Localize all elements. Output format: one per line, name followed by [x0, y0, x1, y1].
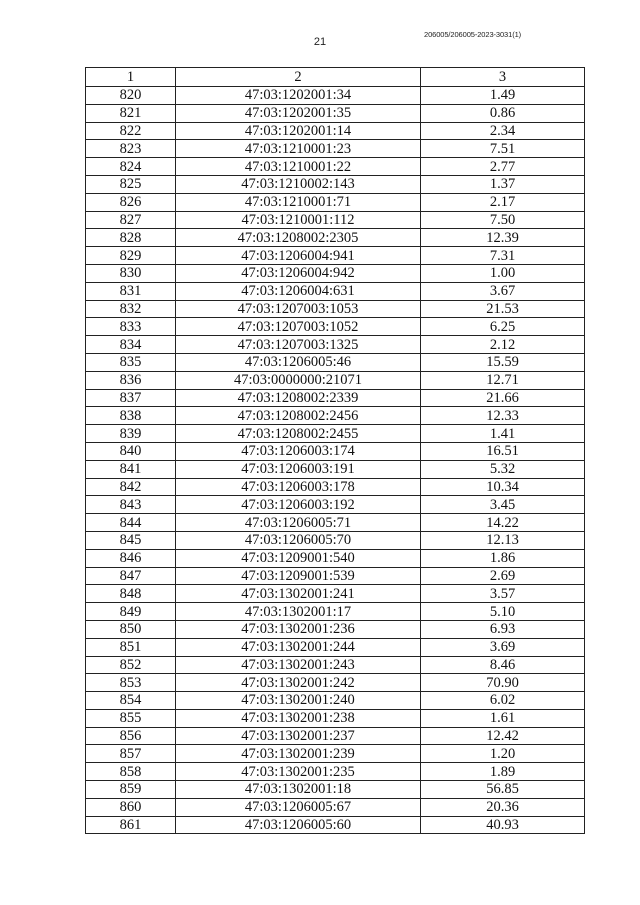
cadastral-number-cell: 47:03:1302001:18: [176, 781, 421, 799]
row-number-cell: 853: [86, 674, 176, 692]
area-value-cell: 40.93: [421, 816, 585, 834]
row-number-cell: 841: [86, 460, 176, 478]
row-number-cell: 840: [86, 442, 176, 460]
cadastral-number-cell: 47:03:1206005:60: [176, 816, 421, 834]
row-number-cell: 852: [86, 656, 176, 674]
row-number-cell: 832: [86, 300, 176, 318]
cadastral-number-cell: 47:03:1208002:2305: [176, 229, 421, 247]
cadastral-number-cell: 47:03:1210001:71: [176, 193, 421, 211]
area-value-cell: 16.51: [421, 442, 585, 460]
area-value-cell: 7.51: [421, 140, 585, 158]
area-value-cell: 2.77: [421, 158, 585, 176]
area-value-cell: 1.37: [421, 175, 585, 193]
row-number-cell: 830: [86, 264, 176, 282]
cadastral-number-cell: 47:03:1302001:242: [176, 674, 421, 692]
row-number-cell: 844: [86, 514, 176, 532]
table-row: [86, 656, 585, 674]
table-row: [86, 371, 585, 389]
row-number-cell: 839: [86, 425, 176, 443]
cadastral-number-cell: 47:03:1206005:46: [176, 353, 421, 371]
table-row: [86, 175, 585, 193]
area-value-cell: 6.02: [421, 692, 585, 710]
row-number-cell: 843: [86, 496, 176, 514]
cadastral-number-cell: 47:03:1202001:14: [176, 122, 421, 140]
row-number-cell: 836: [86, 371, 176, 389]
table-row: [86, 638, 585, 656]
area-value-cell: 8.46: [421, 656, 585, 674]
column-header-2: 2: [176, 68, 421, 87]
row-number-cell: 821: [86, 104, 176, 122]
table-row: [86, 674, 585, 692]
row-number-cell: 822: [86, 122, 176, 140]
table-row: [86, 585, 585, 603]
row-number-cell: 828: [86, 229, 176, 247]
table-row: [86, 425, 585, 443]
table-row: [86, 709, 585, 727]
row-number-cell: 833: [86, 318, 176, 336]
table-row: [86, 336, 585, 354]
area-value-cell: 1.49: [421, 87, 585, 105]
cadastral-number-cell: 47:03:1206003:191: [176, 460, 421, 478]
row-number-cell: 854: [86, 692, 176, 710]
table-row: [86, 353, 585, 371]
cadastral-number-cell: 47:03:1302001:238: [176, 709, 421, 727]
row-number-cell: 838: [86, 407, 176, 425]
cadastral-number-cell: 47:03:1206004:942: [176, 264, 421, 282]
table-row: [86, 264, 585, 282]
row-number-cell: 846: [86, 549, 176, 567]
table-row: [86, 389, 585, 407]
table-row: [86, 87, 585, 105]
cadastral-number-cell: 47:03:1208002:2339: [176, 389, 421, 407]
area-value-cell: 1.41: [421, 425, 585, 443]
table-row: [86, 158, 585, 176]
table-row: [86, 282, 585, 300]
row-number-cell: 861: [86, 816, 176, 834]
header-row: [86, 68, 585, 87]
table-row: [86, 442, 585, 460]
area-value-cell: 3.57: [421, 585, 585, 603]
cadastral-number-cell: 47:03:1302001:237: [176, 727, 421, 745]
area-value-cell: 14.22: [421, 514, 585, 532]
row-number-cell: 827: [86, 211, 176, 229]
area-value-cell: 12.71: [421, 371, 585, 389]
row-number-cell: 851: [86, 638, 176, 656]
cadastral-number-cell: 47:03:1206003:192: [176, 496, 421, 514]
row-number-cell: 842: [86, 478, 176, 496]
row-number-cell: 848: [86, 585, 176, 603]
table-row: [86, 798, 585, 816]
area-value-cell: 12.39: [421, 229, 585, 247]
row-number-cell: 845: [86, 531, 176, 549]
row-number-cell: 858: [86, 763, 176, 781]
cadastral-number-cell: 47:03:1207003:1052: [176, 318, 421, 336]
table-row: [86, 478, 585, 496]
row-number-cell: 850: [86, 620, 176, 638]
table-row: [86, 692, 585, 710]
cadastral-number-cell: 47:03:1202001:34: [176, 87, 421, 105]
cadastral-number-cell: 47:03:1302001:243: [176, 656, 421, 674]
cadastral-number-cell: 47:03:1207003:1053: [176, 300, 421, 318]
table-row: [86, 140, 585, 158]
area-value-cell: 3.67: [421, 282, 585, 300]
table-row: [86, 745, 585, 763]
cadastral-number-cell: 47:03:1210001:112: [176, 211, 421, 229]
cadastral-number-cell: 47:03:1206005:67: [176, 798, 421, 816]
row-number-cell: 847: [86, 567, 176, 585]
page-number: 21: [313, 36, 327, 48]
cadastral-number-cell: 47:03:1202001:35: [176, 104, 421, 122]
table-row: [86, 122, 585, 140]
area-value-cell: 6.93: [421, 620, 585, 638]
document-code: 206005/206005-2023-3031(1): [424, 30, 522, 39]
cadastral-number-cell: 47:03:1208002:2455: [176, 425, 421, 443]
row-number-cell: 825: [86, 175, 176, 193]
row-number-cell: 856: [86, 727, 176, 745]
column-header-1: 1: [86, 68, 176, 87]
cadastral-number-cell: 47:03:1209001:539: [176, 567, 421, 585]
area-value-cell: 2.17: [421, 193, 585, 211]
table-row: [86, 229, 585, 247]
area-value-cell: 1.00: [421, 264, 585, 282]
cadastral-number-cell: 47:03:1302001:244: [176, 638, 421, 656]
area-value-cell: 56.85: [421, 781, 585, 799]
row-number-cell: 834: [86, 336, 176, 354]
area-value-cell: 70.90: [421, 674, 585, 692]
area-value-cell: 2.34: [421, 122, 585, 140]
row-number-cell: 835: [86, 353, 176, 371]
table-row: [86, 620, 585, 638]
area-value-cell: 3.69: [421, 638, 585, 656]
area-value-cell: 6.25: [421, 318, 585, 336]
row-number-cell: 824: [86, 158, 176, 176]
cadastral-table: [85, 67, 585, 834]
table-row: [86, 247, 585, 265]
row-number-cell: 826: [86, 193, 176, 211]
table-header: [86, 68, 585, 87]
area-value-cell: 2.12: [421, 336, 585, 354]
area-value-cell: 15.59: [421, 353, 585, 371]
row-number-cell: 829: [86, 247, 176, 265]
row-number-cell: 823: [86, 140, 176, 158]
row-number-cell: 831: [86, 282, 176, 300]
table-row: [86, 193, 585, 211]
table-row: [86, 460, 585, 478]
area-value-cell: 5.10: [421, 603, 585, 621]
row-number-cell: 860: [86, 798, 176, 816]
table-row: [86, 763, 585, 781]
cadastral-number-cell: 47:03:1302001:241: [176, 585, 421, 603]
area-value-cell: 2.69: [421, 567, 585, 585]
cadastral-number-cell: 47:03:1210001:22: [176, 158, 421, 176]
table-row: [86, 549, 585, 567]
table-row: [86, 816, 585, 834]
area-value-cell: 12.33: [421, 407, 585, 425]
cadastral-number-cell: 47:03:1302001:236: [176, 620, 421, 638]
area-value-cell: 21.66: [421, 389, 585, 407]
cadastral-number-cell: 47:03:1206003:178: [176, 478, 421, 496]
cadastral-number-cell: 47:03:0000000:21071: [176, 371, 421, 389]
cadastral-number-cell: 47:03:1206005:70: [176, 531, 421, 549]
row-number-cell: 857: [86, 745, 176, 763]
table-row: [86, 531, 585, 549]
cadastral-number-cell: 47:03:1206004:941: [176, 247, 421, 265]
area-value-cell: 1.86: [421, 549, 585, 567]
cadastral-number-cell: 47:03:1210002:143: [176, 175, 421, 193]
row-number-cell: 820: [86, 87, 176, 105]
cadastral-number-cell: 47:03:1208002:2456: [176, 407, 421, 425]
area-value-cell: 1.89: [421, 763, 585, 781]
cadastral-number-cell: 47:03:1206004:631: [176, 282, 421, 300]
cadastral-number-cell: 47:03:1302001:235: [176, 763, 421, 781]
cadastral-number-cell: 47:03:1207003:1325: [176, 336, 421, 354]
cadastral-number-cell: 47:03:1206003:174: [176, 442, 421, 460]
cadastral-number-cell: 47:03:1210001:23: [176, 140, 421, 158]
table-row: [86, 300, 585, 318]
row-number-cell: 837: [86, 389, 176, 407]
area-value-cell: 5.32: [421, 460, 585, 478]
area-value-cell: 1.61: [421, 709, 585, 727]
table-row: [86, 407, 585, 425]
cadastral-number-cell: 47:03:1302001:17: [176, 603, 421, 621]
table-row: [86, 211, 585, 229]
table-row: [86, 727, 585, 745]
area-value-cell: 12.42: [421, 727, 585, 745]
area-value-cell: 12.13: [421, 531, 585, 549]
cadastral-number-cell: 47:03:1302001:240: [176, 692, 421, 710]
area-value-cell: 21.53: [421, 300, 585, 318]
cadastral-number-cell: 47:03:1206005:71: [176, 514, 421, 532]
area-value-cell: 7.31: [421, 247, 585, 265]
cadastral-number-cell: 47:03:1302001:239: [176, 745, 421, 763]
area-value-cell: 10.34: [421, 478, 585, 496]
column-header-3: 3: [421, 68, 585, 87]
table-row: [86, 496, 585, 514]
table-row: [86, 781, 585, 799]
table-row: [86, 318, 585, 336]
table-row: [86, 104, 585, 122]
row-number-cell: 859: [86, 781, 176, 799]
area-value-cell: 7.50: [421, 211, 585, 229]
row-number-cell: 849: [86, 603, 176, 621]
cadastral-number-cell: 47:03:1209001:540: [176, 549, 421, 567]
area-value-cell: 1.20: [421, 745, 585, 763]
area-value-cell: 3.45: [421, 496, 585, 514]
table-body: [86, 87, 585, 834]
table-row: [86, 514, 585, 532]
row-number-cell: 855: [86, 709, 176, 727]
table-row: [86, 603, 585, 621]
table-row: [86, 567, 585, 585]
area-value-cell: 0.86: [421, 104, 585, 122]
area-value-cell: 20.36: [421, 798, 585, 816]
